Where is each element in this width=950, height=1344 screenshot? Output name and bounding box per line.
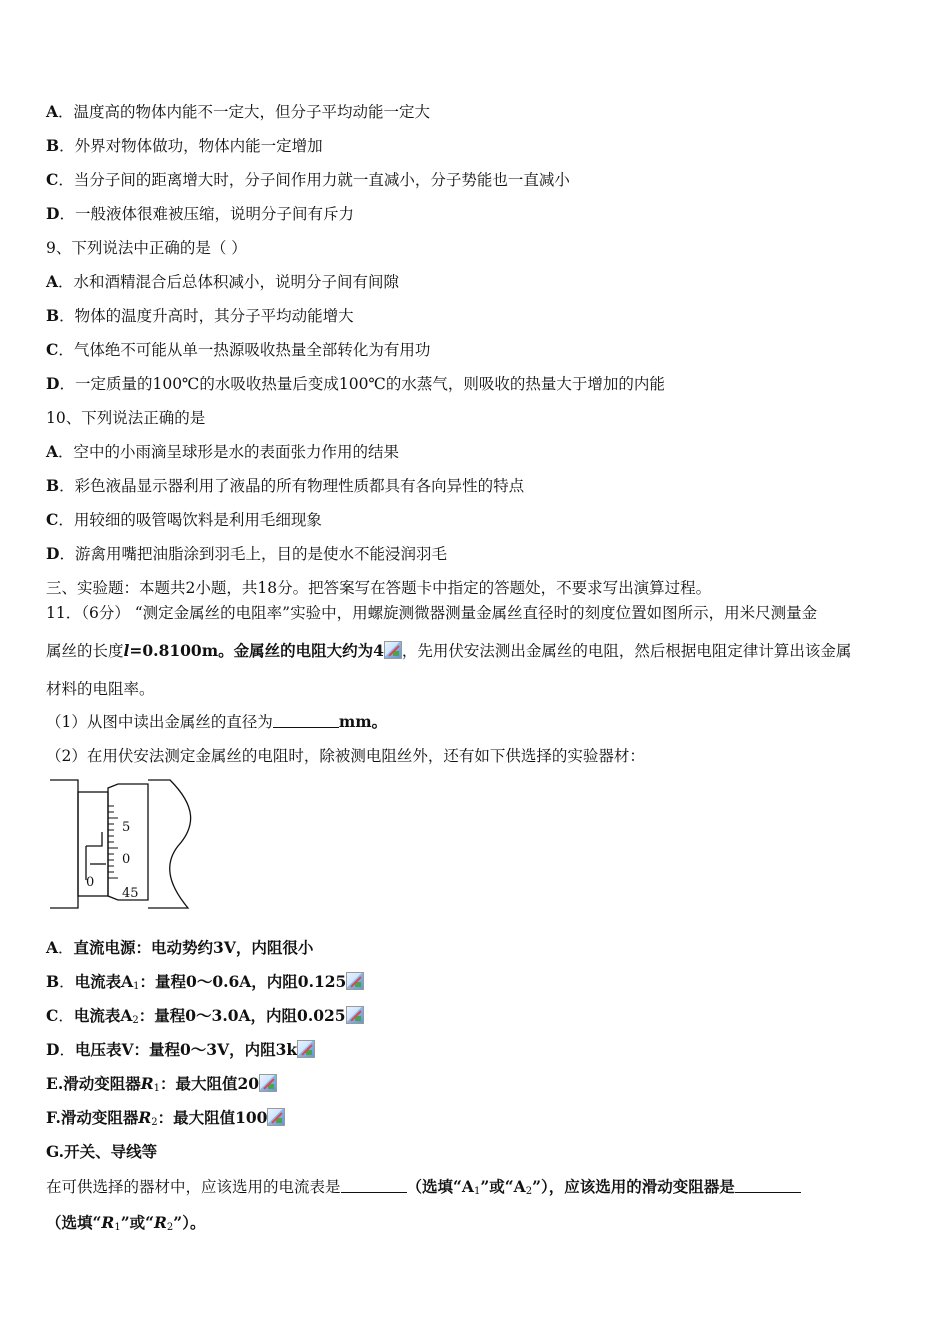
micrometer-tick-label: 45 — [122, 886, 139, 901]
final-question-line1: 在可供选择的器材中，应该选用的电流表是 （选填“$A_1$”或“$A_2$”），应该选用的滑动变阻器是 — [46, 1176, 908, 1198]
q11-stem-line2: 属丝的长度l=0.8100m。金属丝的电阻大约为4 ，先用伏安法测出金属丝的电阻，然后根据电阻定律计算出该金属 — [46, 641, 852, 660]
answer-blank-ammeter[interactable] — [341, 1178, 407, 1193]
q8-option-a: A．温度高的物体内能不一定大，但分子平均动能一定大 — [46, 102, 431, 121]
ohm-symbol-placeholder-icon — [346, 1006, 364, 1024]
micrometer-main-zero: 0 — [86, 875, 95, 890]
ohm-symbol-placeholder-icon — [297, 1040, 315, 1058]
equipment-b: B．电流表$A_1$：量程0～0.6A，内阻0.125 — [46, 971, 908, 993]
equipment-a: A．直流电源：电动势约3V，内阻很小 — [46, 938, 314, 957]
q9-option-d: D．一定质量的100℃的水吸收热量后变成100℃的水蒸气，则吸收的热量大于增加的内能 — [46, 374, 665, 393]
q10-option-c: C．用较细的吸管喝饮料是利用毛细现象 — [46, 510, 322, 529]
answer-blank-rheostat[interactable] — [735, 1178, 801, 1193]
equipment-d: D．电压表V：量程0～3V，内阻3k — [46, 1039, 908, 1061]
micrometer-tick-label: 0 — [122, 852, 131, 867]
q11-stem-line3: 材料的电阻率。 — [46, 680, 155, 698]
q10-option-b: B．彩色液晶显示器利用了液晶的所有物理性质都具有各向异性的特点 — [46, 476, 525, 495]
q9-stem: 9、下列说法中正确的是（ ） — [46, 239, 247, 257]
micrometer-tick-label: 5 — [122, 820, 131, 835]
q11-sub1: （1）从图中读出金属丝的直径为 mm。 — [46, 712, 388, 731]
ohm-symbol-placeholder-icon — [346, 972, 364, 990]
q11-stem-line1: 11．（6分） “测定金属丝的电阻率”实验中，用螺旋测微器测量金属丝直径时的刻度位置如图所示，用米尺测量金 — [46, 604, 818, 622]
ohm-symbol-placeholder-icon — [384, 641, 402, 659]
q9-option-c: C．气体绝不可能从单一热源吸收热量全部转化为有用功 — [46, 340, 431, 359]
q8-option-c: C．当分子间的距离增大时，分子间作用力就一直减小，分子势能也一直减小 — [46, 170, 570, 189]
answer-blank[interactable] — [273, 713, 339, 728]
micrometer-figure — [46, 776, 206, 916]
q10-option-d: D．游禽用嘴把油脂涂到羽毛上，目的是使水不能浸润羽毛 — [46, 544, 447, 563]
q10-stem: 10、下列说法正确的是 — [46, 409, 206, 427]
q8-option-d: D．一般液体很难被压缩，说明分子间有斥力 — [46, 204, 354, 223]
q10-option-a: A．空中的小雨滴呈球形是水的表面张力作用的结果 — [46, 442, 400, 461]
equipment-c: C．电流表$A_2$：量程0～3.0A，内阻0.025 — [46, 1005, 908, 1027]
q11-sub2: （2）在用伏安法测定金属丝的电阻时，除被测电阻丝外，还有如下供选择的实验器材： — [46, 747, 645, 765]
section-3-heading: 三、实验题：本题共2小题，共18分。把答案写在答题卡中指定的答题处，不要求写出演算过程。 — [46, 579, 712, 597]
equipment-g: G.开关、导线等 — [46, 1142, 158, 1161]
q9-option-a: A．水和酒精混合后总体积减小，说明分子间有间隙 — [46, 272, 400, 291]
q9-option-b: B．物体的温度升高时，其分子平均动能增大 — [46, 306, 354, 325]
final-question-line2: （选填“$R_1$”或“$R_2$”）。 — [46, 1213, 206, 1233]
equipment-e: E.滑动变阻器$R_1$：最大阻值20 — [46, 1073, 908, 1095]
equipment-f: F.滑动变阻器$R_2$：最大阻值100 — [46, 1107, 908, 1129]
q8-option-b: B．外界对物体做功，物体内能一定增加 — [46, 136, 323, 155]
ohm-symbol-placeholder-icon — [259, 1074, 277, 1092]
ohm-symbol-placeholder-icon — [267, 1108, 285, 1126]
